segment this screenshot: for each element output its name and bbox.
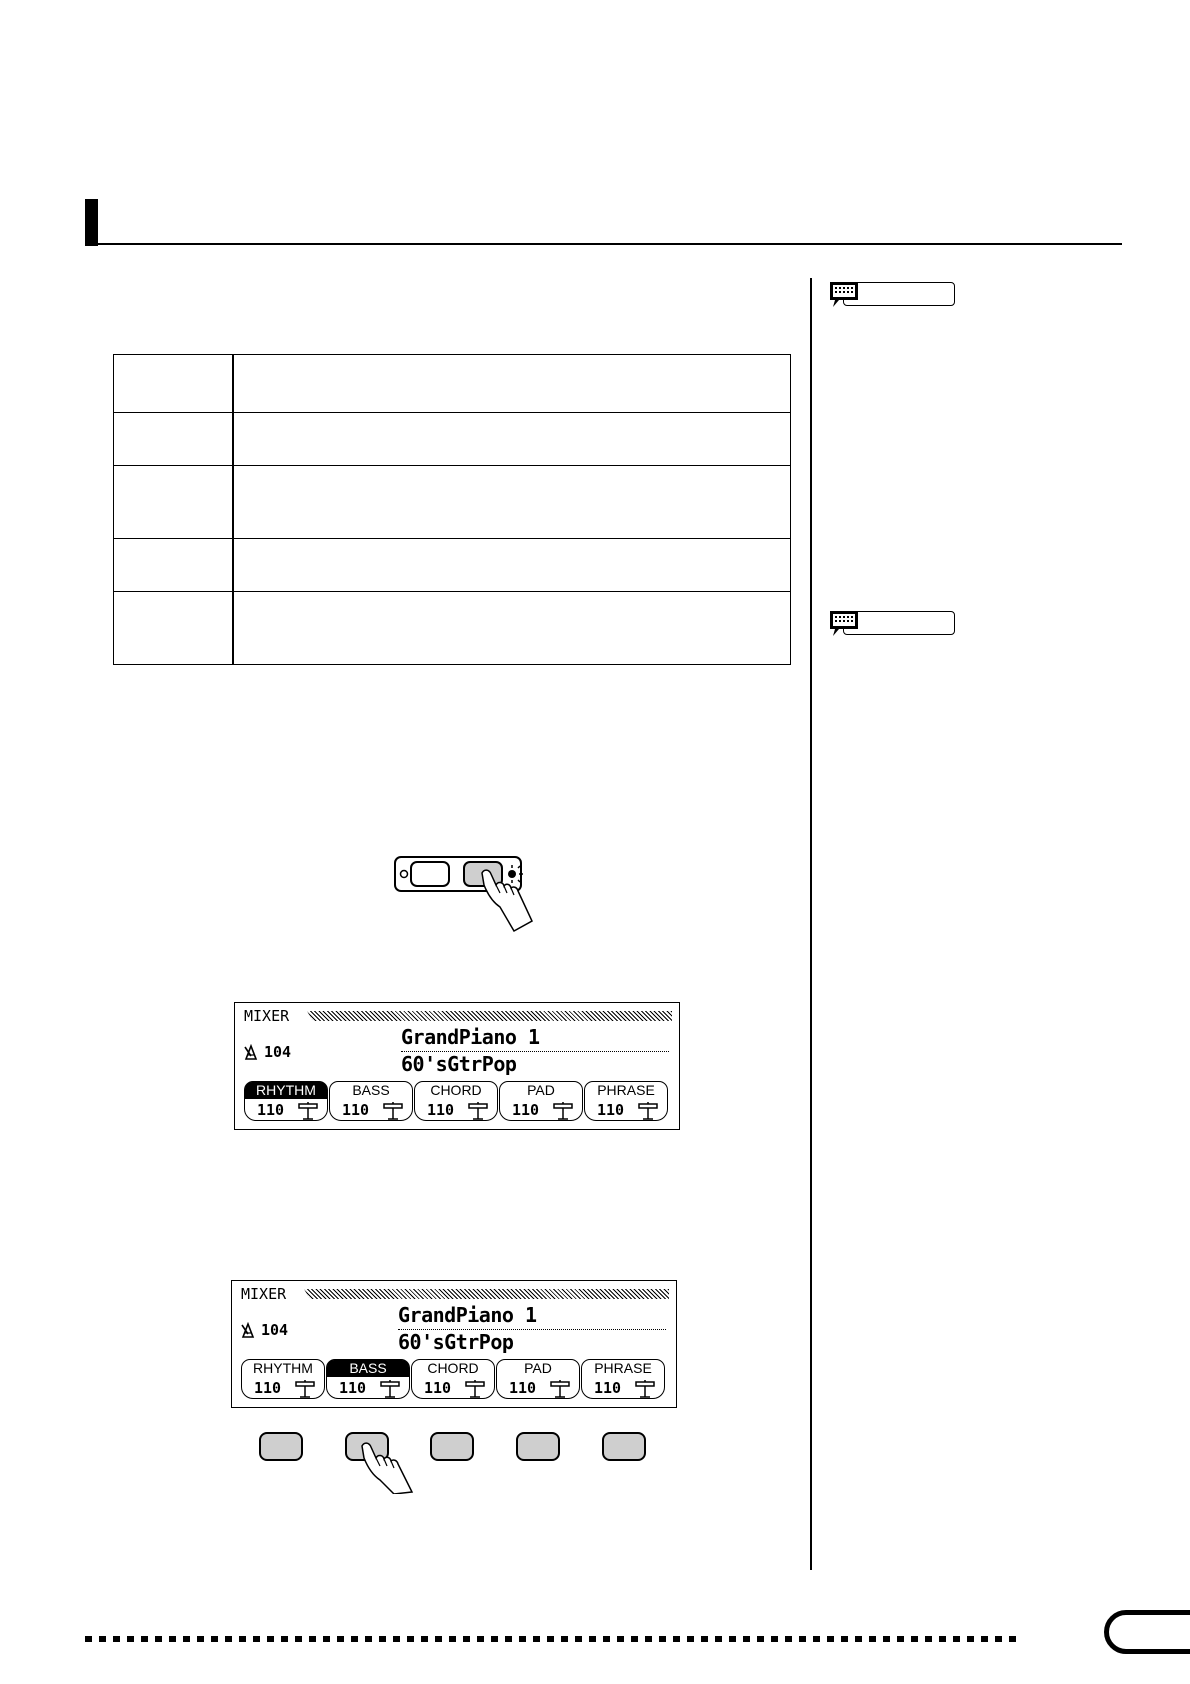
table-row <box>114 465 790 539</box>
tab-bass[interactable] <box>329 1081 413 1121</box>
tab-label: BASS <box>327 1360 409 1377</box>
tempo-readout <box>242 1043 291 1061</box>
tab-label: RHYTHM <box>253 1360 313 1376</box>
style-name: 60'sGtrPop <box>401 1052 517 1076</box>
lcd-title: MIXER <box>244 1007 290 1025</box>
style-name: 60'sGtrPop <box>398 1330 514 1354</box>
tab-pad[interactable] <box>496 1359 580 1399</box>
speech-note-icon <box>829 280 863 310</box>
tab-label: CHORD <box>430 1082 482 1098</box>
metronome-icon <box>242 1044 260 1060</box>
tempo-readout <box>239 1321 288 1339</box>
footer-dotted-rule <box>85 1636 1023 1642</box>
fader-icon <box>379 1378 401 1398</box>
panel-button-4[interactable] <box>516 1432 560 1461</box>
voice-name: GrandPiano 1 <box>401 1025 540 1049</box>
tab-volume-value: 110 <box>509 1379 537 1397</box>
panel-button-1[interactable] <box>259 1432 303 1461</box>
section-header-block <box>85 199 98 246</box>
tab-volume-value: 110 <box>512 1101 540 1119</box>
fader-icon <box>464 1378 486 1398</box>
tab-rhythm[interactable] <box>241 1359 325 1399</box>
tempo-value: 104 <box>264 1043 292 1061</box>
tab-label: CHORD <box>427 1360 479 1376</box>
table-row <box>114 412 790 466</box>
section-header-rule <box>85 243 1122 245</box>
fader-icon <box>549 1378 571 1398</box>
tab-pad[interactable] <box>499 1081 583 1121</box>
panel-button-3[interactable] <box>430 1432 474 1461</box>
lcd-title-hatch <box>307 1011 672 1021</box>
lcd-title: MIXER <box>241 1285 287 1303</box>
tab-volume-value: 110 <box>342 1101 370 1119</box>
tab-label: PAD <box>524 1360 552 1376</box>
note-tag-2 <box>829 609 957 636</box>
mixer-tabs <box>241 1359 665 1399</box>
tab-rhythm[interactable] <box>244 1081 328 1121</box>
note-tag-1 <box>829 280 957 307</box>
table-row <box>114 538 790 592</box>
lcd-screen-1 <box>234 1002 680 1130</box>
tab-label: PHRASE <box>594 1360 652 1376</box>
tab-volume-value: 110 <box>257 1101 285 1119</box>
voice-name: GrandPiano 1 <box>398 1303 537 1327</box>
tab-phrase[interactable] <box>584 1081 668 1121</box>
tab-volume-value: 110 <box>594 1379 622 1397</box>
page-number-tab <box>1104 1610 1190 1654</box>
fader-icon <box>637 1100 659 1120</box>
tab-chord[interactable] <box>411 1359 495 1399</box>
metronome-icon <box>239 1322 257 1338</box>
tempo-value: 104 <box>261 1321 289 1339</box>
fader-icon <box>294 1378 316 1398</box>
pointing-hand-icon <box>360 1438 420 1494</box>
tab-label: RHYTHM <box>245 1082 327 1099</box>
mixer-button-panel <box>394 855 544 935</box>
tab-label: PAD <box>527 1082 555 1098</box>
parameter-table <box>113 354 791 665</box>
sidebar-divider <box>810 278 812 1570</box>
fader-icon <box>297 1100 319 1120</box>
tab-label: BASS <box>352 1082 390 1098</box>
tab-volume-value: 110 <box>597 1101 625 1119</box>
fader-icon <box>552 1100 574 1120</box>
tab-bass[interactable] <box>326 1359 410 1399</box>
tab-volume-value: 110 <box>424 1379 452 1397</box>
fader-icon <box>467 1100 489 1120</box>
tab-chord[interactable] <box>414 1081 498 1121</box>
tab-volume-value: 110 <box>427 1101 455 1119</box>
tab-phrase[interactable] <box>581 1359 665 1399</box>
tab-volume-value: 110 <box>254 1379 282 1397</box>
fader-icon <box>634 1378 656 1398</box>
tab-volume-value: 110 <box>339 1379 367 1397</box>
speech-note-icon <box>829 609 863 639</box>
lcd-screen-2 <box>231 1280 677 1408</box>
panel-button-5[interactable] <box>602 1432 646 1461</box>
tab-label: PHRASE <box>597 1082 655 1098</box>
table-row <box>114 591 790 665</box>
button-panel-illustration <box>394 855 544 935</box>
table-row <box>114 355 790 413</box>
mixer-tabs <box>244 1081 668 1121</box>
fader-icon <box>382 1100 404 1120</box>
lcd-title-hatch <box>304 1289 669 1299</box>
